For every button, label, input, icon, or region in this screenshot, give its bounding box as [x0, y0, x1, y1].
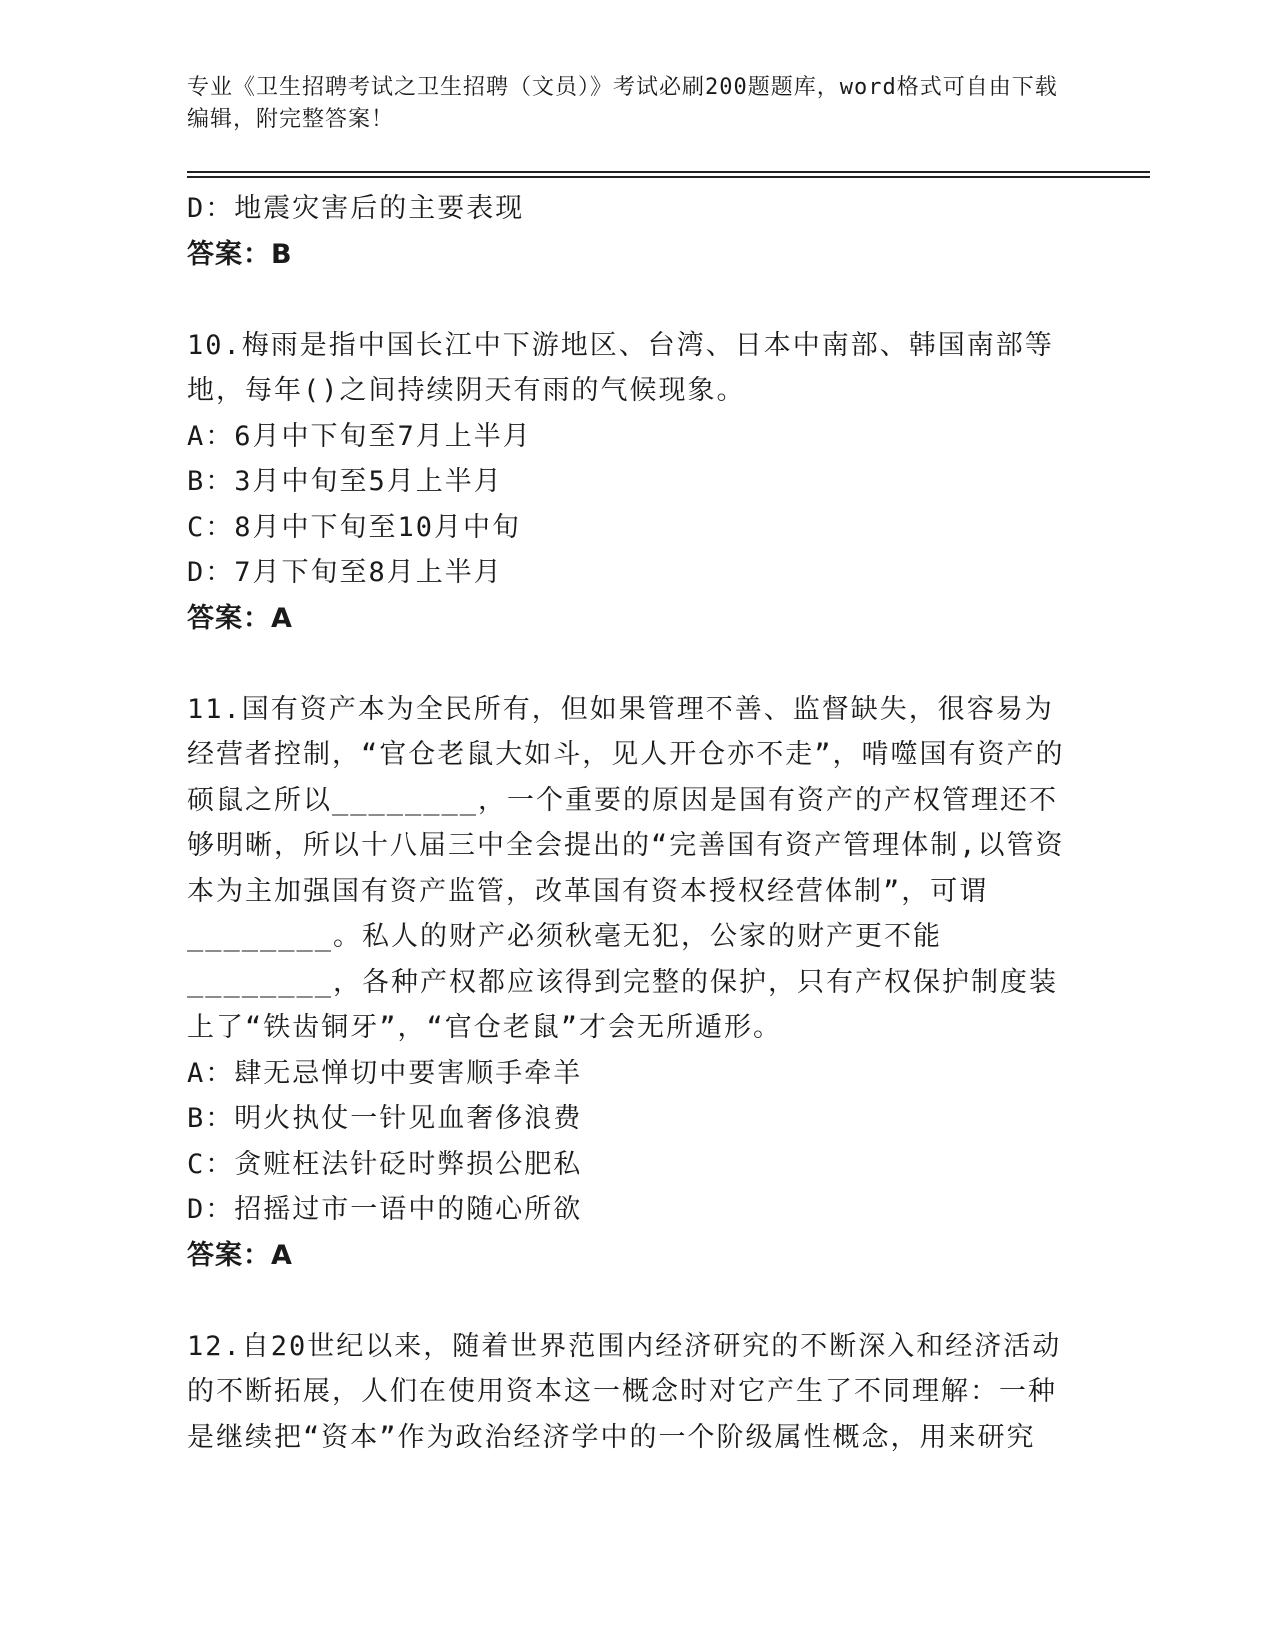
- question-11-option-d: D：招摇过市一语中的随心所欲: [187, 1194, 583, 1225]
- question-12-stem: 12.自20世纪以来，随着世界范围内经济研究的不断深入和经济活动的不断拓展，人们在使用资本这一概念时对它产生了不同理解：一种是继续把“资本”作为政治经济学中的一个阶级属性概念，用来研究: [187, 1330, 1062, 1453]
- spacer: [187, 1278, 1077, 1324]
- document-body: [187, 186, 1077, 1460]
- question-11-option-c: C：贪赃枉法针砭时弊损公肥私: [187, 1148, 583, 1180]
- document-header: [187, 72, 1067, 136]
- question-10-stem: 10.梅雨是指中国长江中下游地区、台湾、日本中南部、韩国南部等地，每年()之间持续阴天有雨的气候现象。: [187, 329, 1054, 406]
- header-rule-bottom: [187, 176, 1150, 178]
- spacer: [187, 277, 1077, 323]
- question-11-answer: 答案：A: [187, 1239, 293, 1271]
- prev-option-d: D：地震灾害后的主要表现: [187, 193, 525, 224]
- prev-answer: 答案：B: [187, 238, 293, 270]
- question-10-option-d: D：7月下旬至8月上半月: [187, 557, 503, 588]
- question-11-option-b: B：明火执仗一针见血奢侈浪费: [187, 1103, 583, 1134]
- question-10-option-a: A：6月中下旬至7月上半月: [187, 420, 532, 452]
- question-10-option-c: C：8月中下旬至10月中旬: [187, 511, 522, 543]
- question-11-option-a: A：肆无忌惮切中要害顺手牵羊: [187, 1057, 583, 1089]
- question-10-option-b: B：3月中旬至5月上半月: [187, 466, 503, 497]
- header-rule-top: [187, 171, 1150, 173]
- spacer: [187, 641, 1077, 687]
- question-10-answer: 答案：A: [187, 602, 293, 634]
- header-text: 专业《卫生招聘考试之卫生招聘（文员）》考试必刷200题题库，word格式可自由下载编辑，附完整答案！: [187, 75, 1058, 132]
- question-11-stem: 11.国有资产本为全民所有，但如果管理不善、监督缺失，很容易为经营者控制，“官仓老鼠大如斗，见人开仓亦不走”，啃噬国有资产的硕鼠之所以________，一个重要的原因是国有资产的产权管理还不够明晰，所以十八届三中全会提出的“完善国有资产管理体制,以管资本为主加强国有资产监管，改革国有资本授权经营体制”，可谓________。私人的财产必须秋毫无犯，公家的财产更不能________，各种产权都应该得到完整的保护，只有产权保护制度装上了“铁齿铜牙”，“官仓老鼠”才会无所遁形。: [187, 693, 1065, 1043]
